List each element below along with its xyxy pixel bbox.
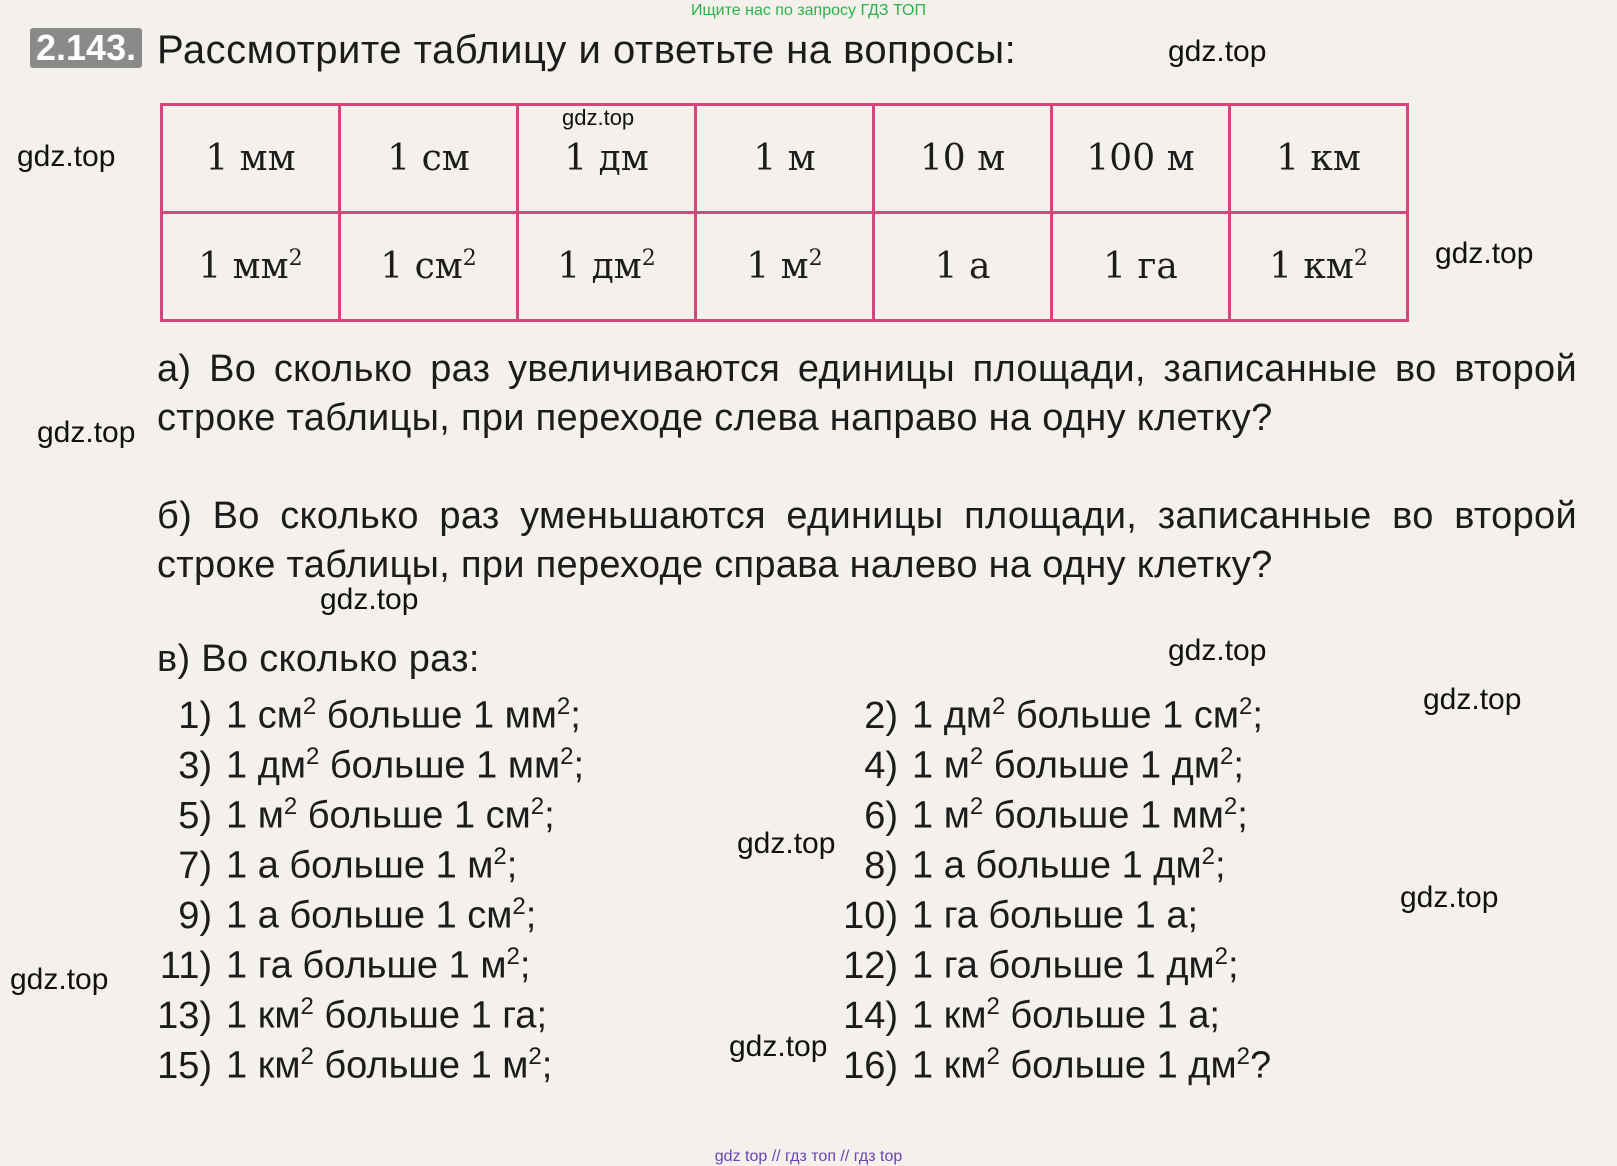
watermark: gdz.top — [17, 140, 116, 173]
watermark: gdz.top — [1168, 634, 1267, 667]
item-unit: 1 см — [226, 694, 303, 737]
item-end: ; — [1227, 944, 1239, 987]
item-text: больше 1 мм — [319, 744, 561, 787]
table-cell: 1 $мм^2$ — [162, 213, 340, 321]
question-a: а) Во сколько раз увеличиваются единицы площади, записанные во второй строке таблицы, при переходе слева направо на одну клетку? — [157, 348, 1577, 439]
item-end: ; — [544, 794, 555, 837]
item-number: 16) — [843, 1044, 898, 1087]
list-item — [826, 1032, 1271, 1091]
item-number: 11) — [159, 944, 212, 987]
item-superscript: 2 — [1238, 693, 1253, 720]
item-text: больше 1 см — [297, 794, 531, 837]
item-number: 8) — [864, 844, 898, 887]
item-unit: 1 а — [226, 844, 279, 887]
item-unit: 1 га — [226, 944, 292, 987]
problem-heading: Рассмотрите таблицу и ответьте на вопросы: — [157, 28, 1017, 72]
item-unit: 1 км — [226, 994, 301, 1037]
item-text: больше 1 а — [977, 894, 1188, 937]
item-text: больше 1 м — [278, 844, 494, 887]
item-number: 12) — [843, 944, 898, 987]
item-number: 7) — [178, 844, 212, 887]
item-superscript: 2 — [302, 693, 317, 720]
item-superscript: 2 — [1201, 843, 1215, 870]
table-cell: 1 мм — [162, 105, 340, 213]
item-superscript: 2 — [283, 793, 298, 820]
item-end: ? — [1249, 1044, 1272, 1087]
table-cell: 1 а — [874, 213, 1052, 321]
list-item — [140, 1032, 552, 1091]
question-c: в) Во сколько раз: — [157, 638, 480, 680]
item-text: больше 1 дм — [983, 744, 1220, 787]
item-unit: 1 км — [912, 1044, 987, 1087]
item-superscript: 2 — [300, 1043, 314, 1070]
item-unit: 1 а — [912, 844, 965, 887]
item-superscript: 2 — [530, 793, 545, 820]
watermark: gdz.top — [562, 105, 635, 130]
item-text: больше 1 м — [313, 1044, 529, 1087]
table-cell: 1 $см^2$ — [340, 213, 518, 321]
item-end: ; — [1187, 894, 1199, 937]
item-number: 2) — [864, 694, 898, 737]
item-unit: 1 км — [226, 1044, 301, 1087]
item-unit: 1 м — [912, 794, 970, 837]
item-text: больше 1 мм — [316, 694, 557, 737]
item-number: 5) — [178, 794, 212, 837]
watermark: gdz.top — [1400, 881, 1499, 914]
item-unit: 1 га — [912, 944, 978, 987]
table-cell: 1 $дм^2$ — [518, 213, 696, 321]
item-end: ; — [1209, 994, 1220, 1037]
item-end: ; — [1252, 694, 1263, 737]
item-end: ; — [570, 694, 581, 737]
item-superscript: 2 — [969, 793, 984, 820]
item-end: ; — [525, 894, 537, 937]
table-row-length — [162, 105, 1408, 213]
item-unit: 1 дм — [226, 744, 306, 787]
watermark: gdz.top — [37, 416, 136, 449]
item-text: больше 1 см — [278, 894, 513, 937]
item-superscript: 2 — [512, 893, 526, 920]
watermark: gdz.top — [1423, 683, 1522, 716]
watermark: gdz.top — [10, 963, 109, 996]
table-cell: 100 м — [1052, 105, 1230, 213]
item-end: ; — [519, 944, 531, 987]
item-superscript: 2 — [1236, 1043, 1250, 1070]
units-table — [160, 103, 1409, 322]
table-cell: 1 га — [1052, 213, 1230, 321]
item-end: ; — [536, 994, 547, 1037]
item-unit: 1 м — [226, 794, 284, 837]
item-superscript: 2 — [560, 743, 574, 770]
item-text: больше 1 дм — [964, 844, 1202, 887]
watermark: gdz.top — [1435, 237, 1534, 270]
item-superscript: 2 — [306, 743, 320, 770]
item-unit: 1 а — [226, 894, 279, 937]
item-text: больше 1 мм — [983, 794, 1224, 837]
item-text: больше 1 м — [291, 944, 507, 987]
top-banner: Ищите нас по запросу ГДЗ ТОП — [691, 2, 926, 19]
item-end: ; — [1233, 744, 1244, 787]
table-cell: 1 дм — [518, 105, 696, 213]
item-end: ; — [1214, 844, 1226, 887]
table-cell: 1 $м^2$ — [696, 213, 874, 321]
item-unit: 1 км — [912, 994, 987, 1037]
table-cell: 1 $км^2$ — [1230, 213, 1408, 321]
item-end: ; — [573, 744, 584, 787]
table-cell: 1 км — [1230, 105, 1408, 213]
item-text: больше 1 дм — [977, 944, 1215, 987]
item-text: больше 1 га — [313, 994, 537, 1037]
item-superscript: 2 — [1223, 793, 1238, 820]
item-number: 6) — [864, 794, 898, 837]
item-number: 15) — [157, 1044, 212, 1087]
item-number: 10) — [843, 894, 898, 937]
item-superscript: 2 — [300, 993, 314, 1020]
item-superscript: 2 — [992, 693, 1006, 720]
item-number: 3) — [178, 744, 212, 787]
watermark: gdz.top — [1168, 35, 1267, 68]
table-cell: 1 м — [696, 105, 874, 213]
table-row-area — [162, 213, 1408, 321]
watermark: gdz.top — [320, 583, 419, 616]
item-superscript: 2 — [1214, 943, 1228, 970]
item-superscript: 2 — [986, 1043, 1000, 1070]
bottom-banner: gdz top // гдз топ // гдз top — [714, 1148, 903, 1165]
table-cell: 10 м — [874, 105, 1052, 213]
item-number: 1) — [178, 694, 212, 737]
item-number: 13) — [157, 994, 212, 1037]
item-number: 9) — [178, 894, 212, 937]
item-end: ; — [1237, 794, 1248, 837]
question-b: б) Во сколько раз уменьшаются единицы площади, записанные во второй строке таблицы, при переходе справа налево на одну клетку? — [157, 495, 1577, 586]
item-unit: 1 м — [912, 744, 970, 787]
item-superscript: 2 — [528, 1043, 542, 1070]
item-end: ; — [541, 1044, 553, 1087]
item-superscript: 2 — [556, 693, 571, 720]
item-text: больше 1 дм — [999, 1044, 1237, 1087]
table-cell: 1 см — [340, 105, 518, 213]
item-superscript: 2 — [969, 743, 984, 770]
item-text: больше 1 а — [999, 994, 1210, 1037]
item-superscript: 2 — [493, 843, 507, 870]
item-number: 4) — [864, 744, 898, 787]
item-text: больше 1 см — [1005, 694, 1239, 737]
item-superscript: 2 — [986, 993, 1000, 1020]
item-superscript: 2 — [506, 943, 520, 970]
item-unit: 1 га — [912, 894, 978, 937]
item-superscript: 2 — [1219, 743, 1234, 770]
watermark: gdz.top — [737, 827, 836, 860]
item-end: ; — [506, 844, 518, 887]
problem-number: 2.143. — [30, 28, 142, 68]
item-unit: 1 дм — [912, 694, 992, 737]
watermark: gdz.top — [729, 1030, 828, 1063]
item-number: 14) — [843, 994, 898, 1037]
